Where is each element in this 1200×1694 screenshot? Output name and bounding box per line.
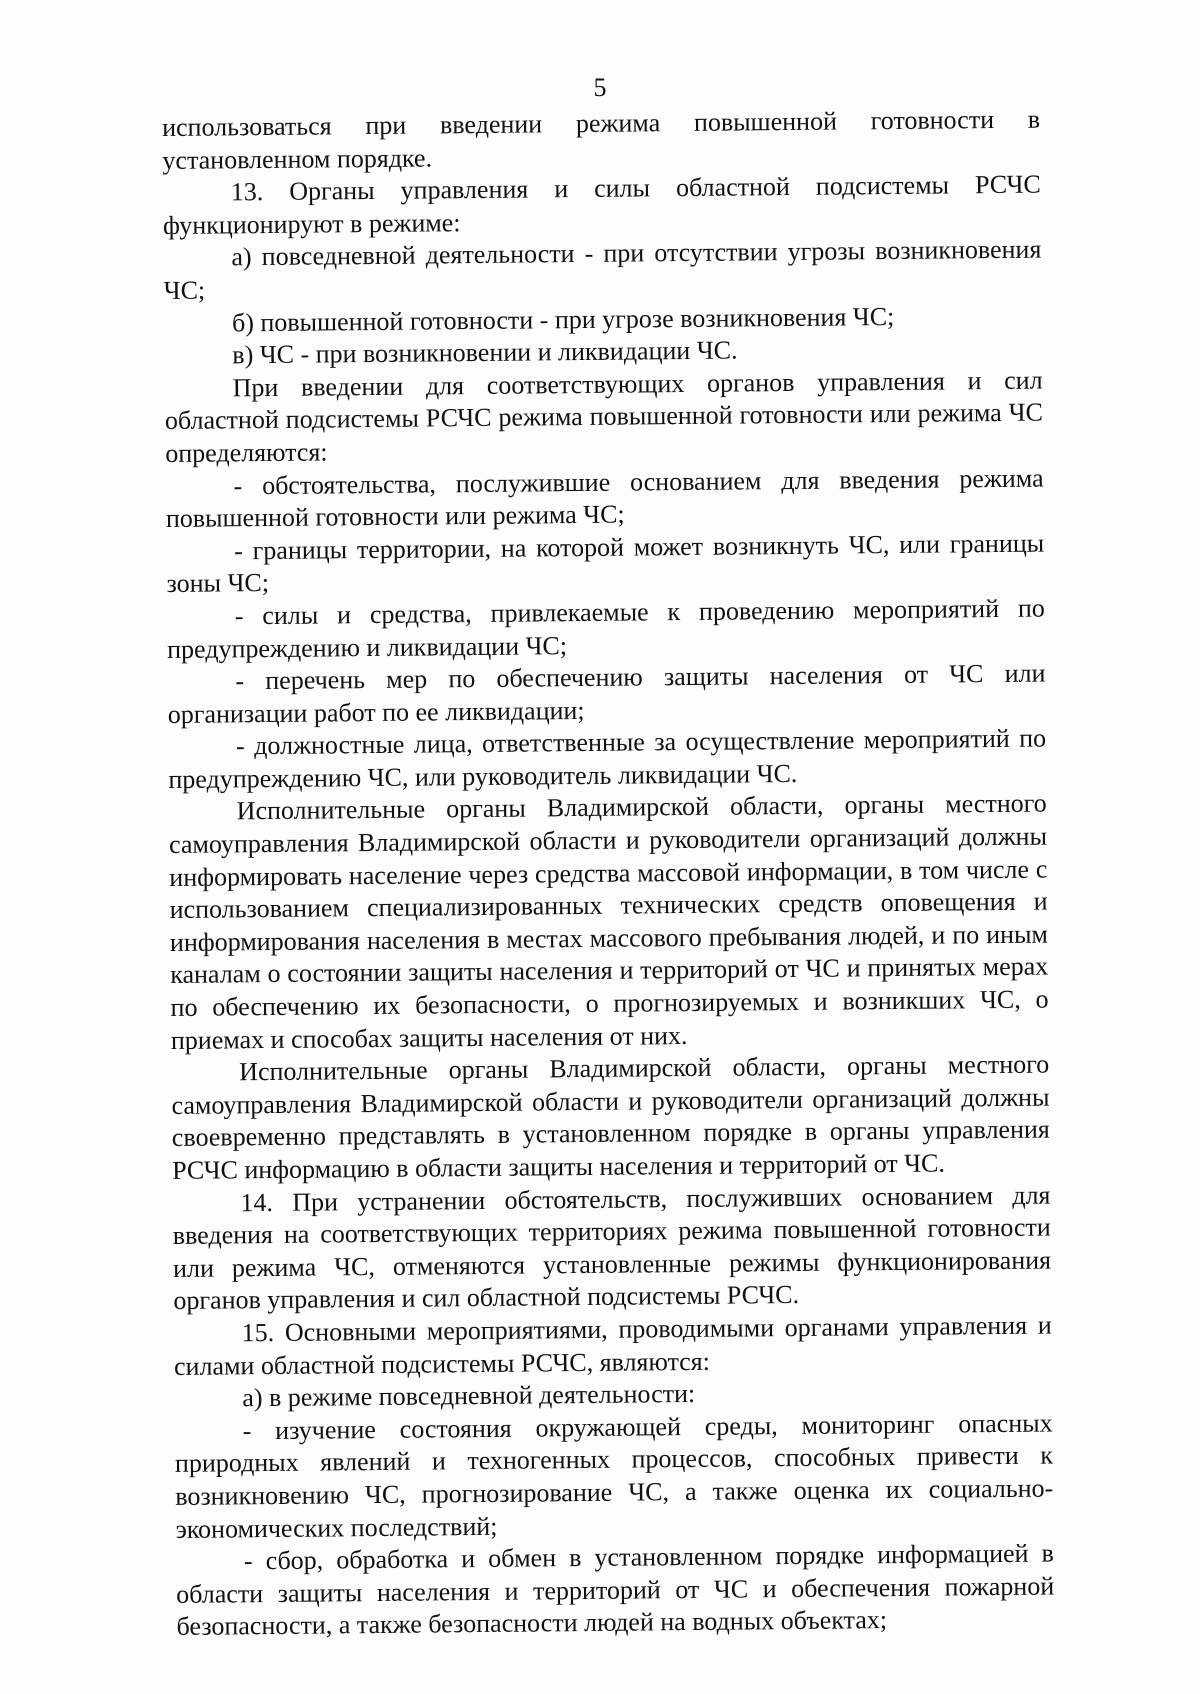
paragraph-mode-c: в) ЧС - при возникновении и ликвидации ЧС. xyxy=(232,335,738,370)
paragraph-item-14: 14. При устранении обстоятельств, послуживших основанием для введения на соответствующих территориях режима повышенной готовности или режима ЧС, отменяются установленные режимы функционирования органов управления и сил областной подсистемы РСЧС. xyxy=(172,1180,1052,1316)
paragraph-submit-information: Исполнительные органы Владимирской области, органы местного самоуправления Владимирской области и руководители организаций должны своевременно представлять в установленном порядке в органы управления РСЧС информацию в области защиты населения и территорий от ЧС. xyxy=(171,1049,1050,1185)
paragraph-list-measures: - перечень мер по обеспечению защиты населения от ЧС или организации работ по ее ликвидации; xyxy=(167,658,1046,729)
paragraph-inform-population: Исполнительные органы Владимирской области, органы местного самоуправления Владимирской области и руководители организаций должны информировать население через средства массовой информации, в том числе с использованием специализированных технических средств оповещения и информирования населения в местах массового пребывания людей, и по иным каналам о состоянии защиты населения и территорий от ЧС и принятых мерах по обеспечению их безопасности, о прогнозируемых и возникших ЧС, о приемах и способах защиты населения от них. xyxy=(168,789,1049,1055)
paragraph-list-officials: - должностные лица, ответственные за осуществление мероприятий по предупреждению ЧС, или руководитель ликвидации ЧС. xyxy=(168,723,1047,794)
paragraph-daily-information-exchange: - сбор, обработка и обмен в установленном порядке информацией в области защиты населения и территорий от ЧС и обеспечения пожарной безопасности, а также безопасности людей на водных объектах; xyxy=(176,1538,1055,1642)
paragraph-continuation: использоваться при введении режима повышенной готовности в установленном порядке. xyxy=(162,104,1041,175)
paragraph-item-15: 15. Основными мероприятиями, проводимыми органами управления и силами областной подсистемы РСЧС, являются: xyxy=(173,1310,1052,1381)
document-body xyxy=(162,104,1055,1644)
paragraph-item-13: 13. Органы управления и силы областной подсистемы РСЧС функционируют в режиме: xyxy=(162,169,1041,240)
paragraph-daily-mode-heading: а) в режиме повседневной деятельности: xyxy=(242,1379,696,1413)
paragraph-daily-monitoring: - изучение состояния окружающей среды, мониторинг опасных природных явлений и техногенных процессов, способных привести к возникновению ЧС, прогнозирование ЧС, а также оценка их социально-экономических последствий; xyxy=(174,1408,1054,1544)
paragraph-introduction-of-mode: При введении для соответствующих органов управления и сил областной подсистемы РСЧС режима повышенной готовности или режима ЧС определяются: xyxy=(164,365,1044,468)
page-number: 5 xyxy=(593,73,607,102)
paragraph-mode-a: а) повседневной деятельности - при отсутствии угрозы возникновения ЧС; xyxy=(163,234,1042,305)
paragraph-list-boundaries: - границы территории, на которой может возникнуть ЧС, или границы зоны ЧС; xyxy=(166,528,1045,599)
paragraph-list-circumstances: - обстоятельства, послужившие основанием для введения режима повышенной готовности или режима ЧС; xyxy=(165,463,1044,534)
paragraph-list-forces: - силы и средства, привлекаемые к проведению мероприятий по предупреждению и ликвидации ЧС; xyxy=(167,593,1045,664)
paragraph-mode-b: б) повышенной готовности - при угрозе возникновения ЧС; xyxy=(231,301,895,337)
